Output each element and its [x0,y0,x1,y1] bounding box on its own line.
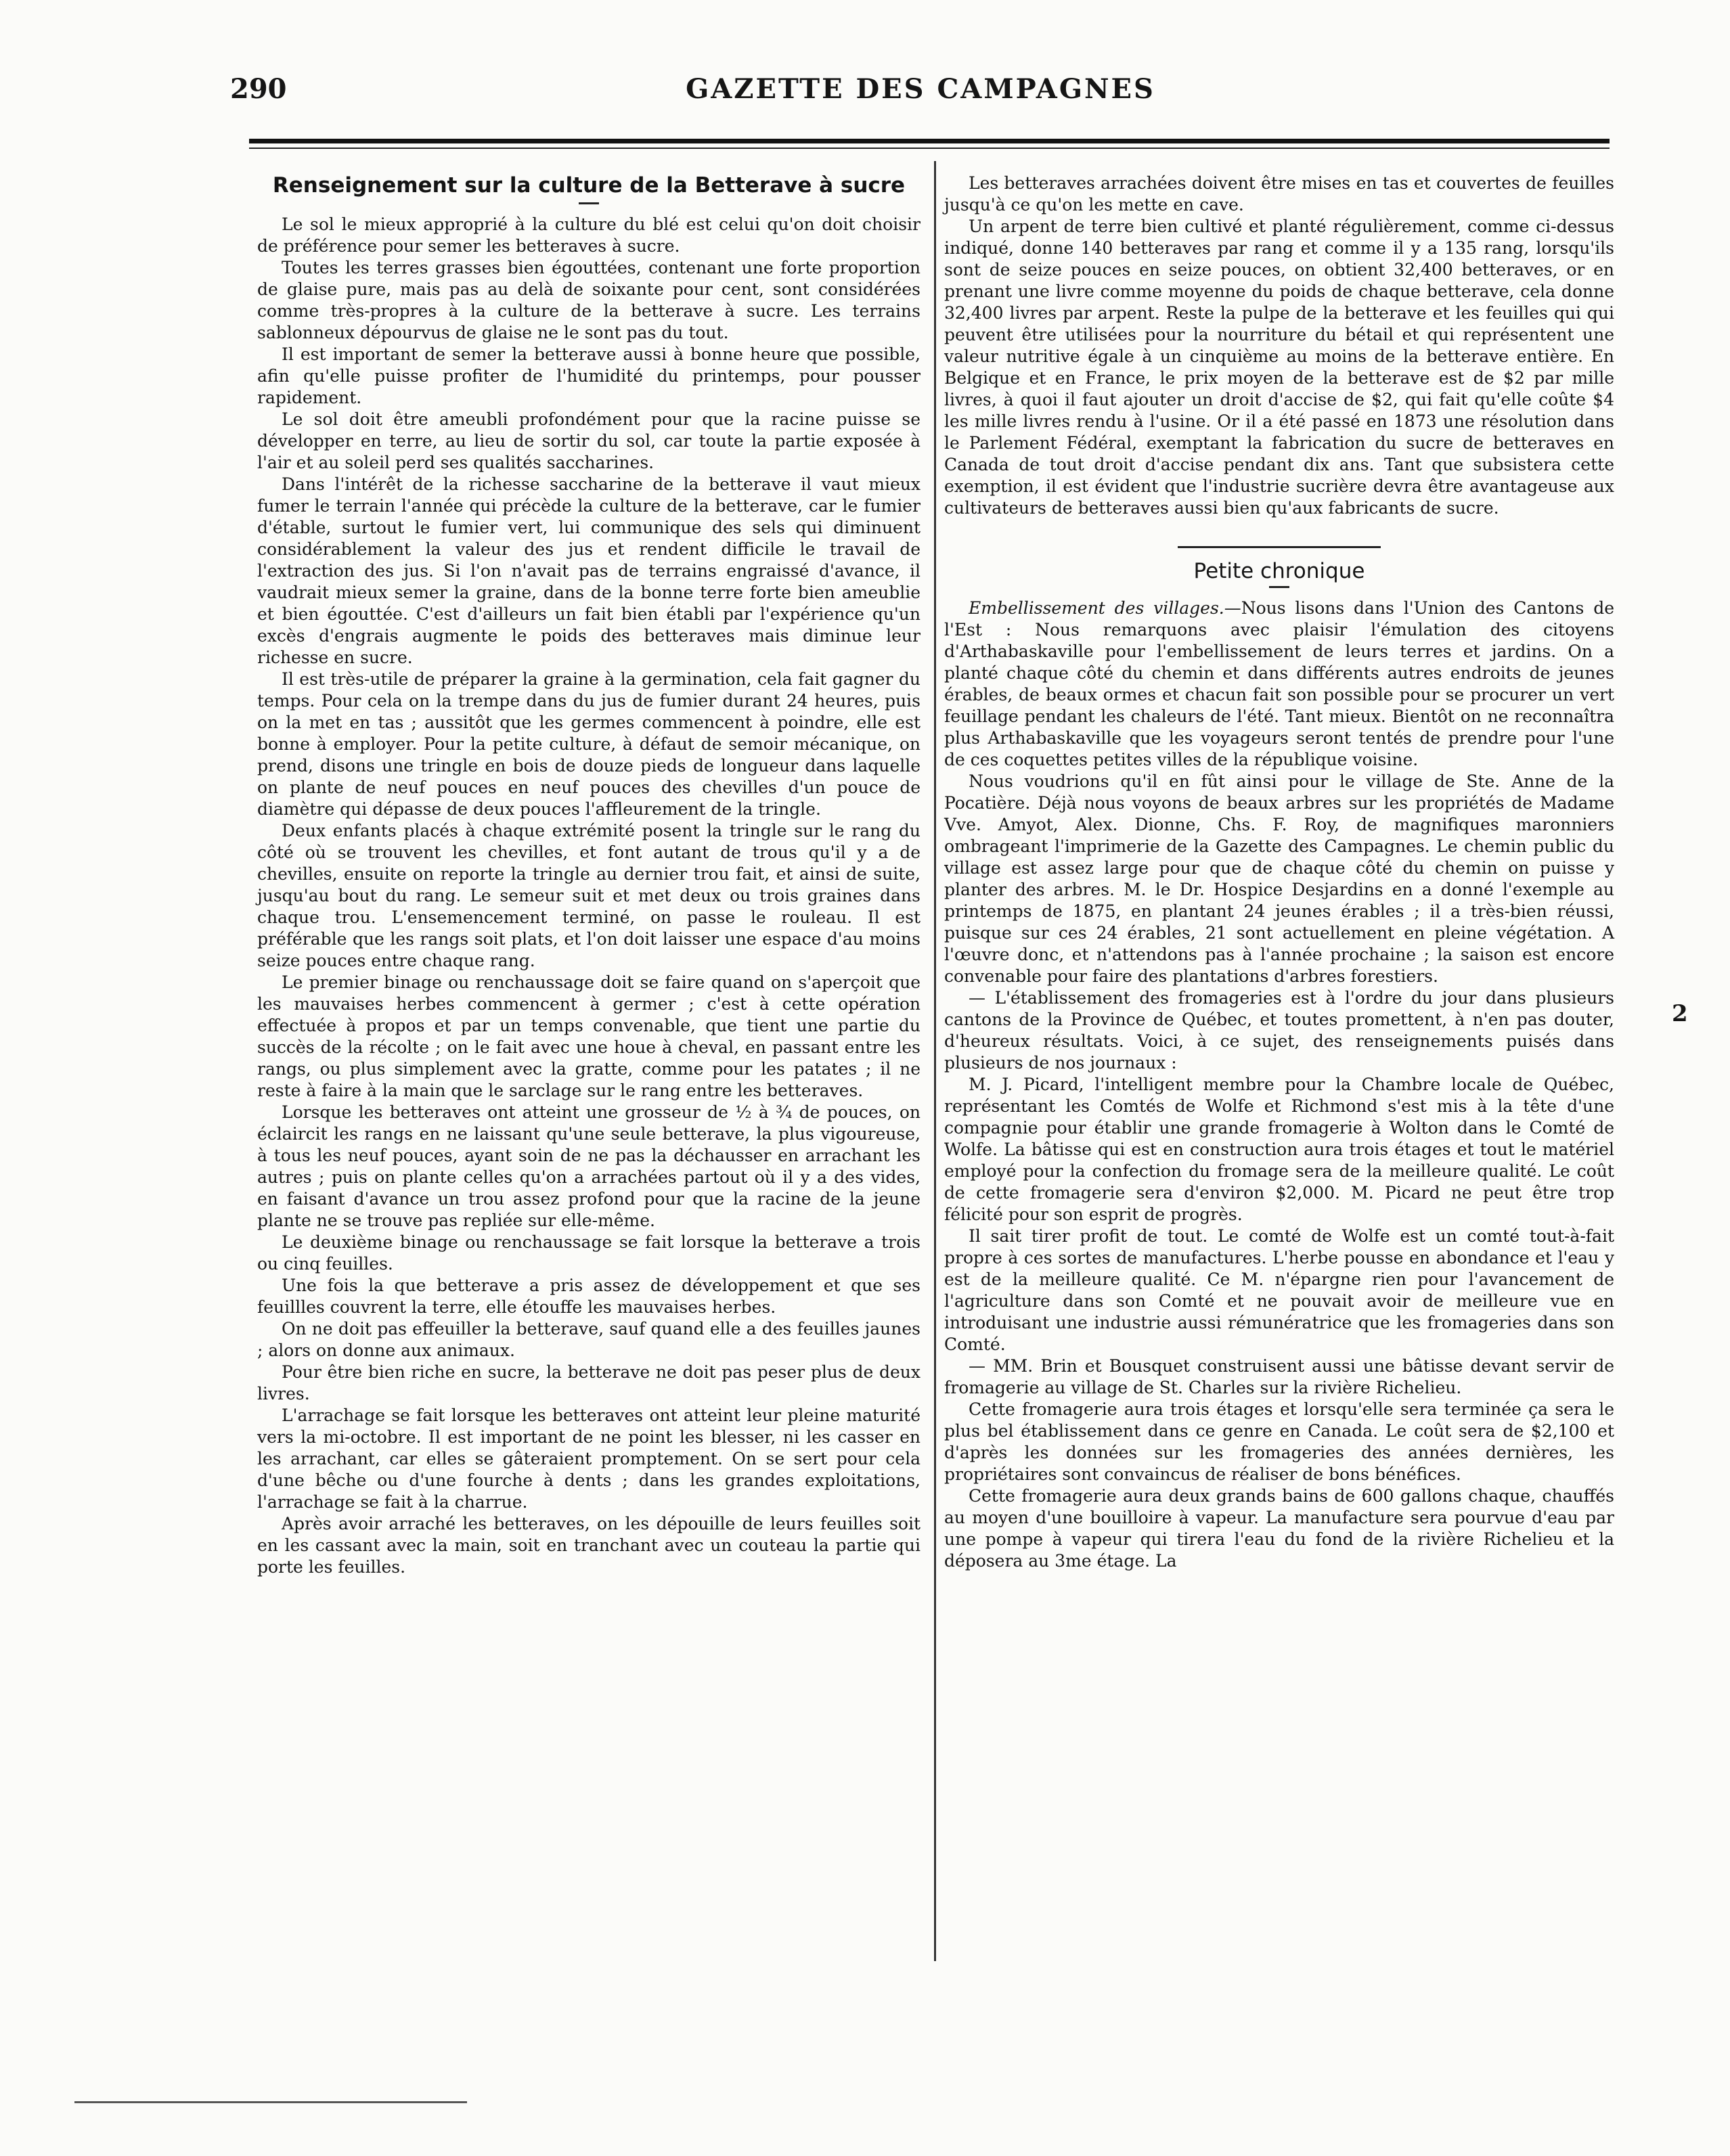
chronique-text: —Nous lisons dans l'Union des Cantons de l'Est : Nous remarquons avec plaisir l'émulation des citoyens d'Arthabaskaville pour l'embellissement de leurs terres et jardins. On a planté chaque côté du chemin et dans différents autres endroits de jeunes érables, de beaux ormes et chacun fait son possible pour se procurer un vert feuillage pendant les chaleurs de l'été. Tant mieux. Bientôt on ne reconnaîtra plus Arthabaskaville que les voyageurs seront tentés de prendre pour l'une de ces coquettes petites villes de la république voisine. [944,598,1614,769]
left-column [257,173,921,1578]
header-rule-thick [249,139,1610,143]
paragraph: — L'établissement des fromageries est à l'ordre du jour dans plusieurs cantons de la Province de Québec, et toutes promettent, à n'en pas douter, d'heureux résultats. Voici, à ce sujet, des renseignements puisés dans plusieurs de nos journaux : [944,988,1614,1073]
paragraph: Le premier binage ou renchaussage doit se faire quand on s'aperçoit que les mauvaises herbes commencent à germer ; c'est à cette opération effectuée à propos et par un temps convenable, que tient une partie du succès de la récolte ; on le fait avec une houe à cheval, en passant entre les rangs, ou plus simplement avec la gratte, comme pour les patates ; il ne reste à faire à la main que le sarclage sur le rang entre les betteraves. [257,972,921,1100]
paragraph: L'arrachage se fait lorsque les betteraves ont atteint leur pleine maturité vers la mi-octobre. Il est important de ne point les blesser, ni les casser en les arrachant, car elles se gâteraient promptement. On se sert pour cela d'une bêche ou d'une fourche à dents ; dans les grandes exploitations, l'arrachage se fait à la charrue. [257,1406,921,1512]
paragraph: — MM. Brin et Bousquet construisent aussi une bâtisse devant servir de fromagerie au village de St. Charles sur la rivière Richelieu. [944,1356,1614,1397]
section-dash [1269,586,1289,588]
page-header [230,73,1611,114]
paragraph: Il est très-utile de préparer la graine à la germination, cela fait gagner du temps. Pour cela on la trempe dans du jus de fumier durant 24 heures, puis on la met en tas ; aussitôt que les germes commencent à poindre, elle est bonne à employer. Pour la petite culture, à défaut de semoir mécanique, on prend, disons une tringle en bois de douze pieds de longueur dans laquelle on plante de neuf pouces en neuf pouces des chevilles d'un pouce de diamètre qui dépasse de deux pouces l'affleurement de la tringle. [257,669,921,819]
paragraph: Les betteraves arrachées doivent être mises en tas et couvertes de feuilles jusqu'à ce qu'on les mette en cave. [944,173,1614,215]
article-title: Renseignement sur la culture de la Betterave à sucre [272,173,906,198]
paragraph: Le sol doit être ameubli profondément pour que la racine puisse se développer en terre, au lieu de sortir du sol, car toute la partie exposée à l'air et au soleil perd ses qualités saccharines. [257,409,921,472]
paragraph: Le deuxième binage ou renchaussage se fait lorsque la betterave a trois ou cinq feuilles. [257,1232,921,1274]
paragraph: Il sait tirer profit de tout. Le comté de Wolfe est un comté tout-à-fait propre à ces sortes de manufactures. L'herbe pousse en abondance et l'eau y est de la meilleure qualité. Ce M. n'épargne rien pour l'avancement de l'agriculture dans son Comté et ne pouvait avoir de meilleure vue en introduisant une industrie aussi rémunératrice que les fromageries dans son Comté. [944,1226,1614,1354]
section-separator [1178,546,1381,548]
gazette-title: GAZETTE DES CAMPAGNES [686,73,1155,105]
title-dash [579,202,599,204]
page-number: 290 [230,73,287,105]
section-title: Petite chronique [1193,559,1365,583]
paragraph: Pour être bien riche en sucre, la betterave ne doit pas peser plus de deux livres. [257,1362,921,1403]
paragraph: On ne doit pas effeuiller la betterave, sauf quand elle a des feuilles jaunes ; alors on donne aux animaux. [257,1319,921,1360]
paragraph: Cette fromagerie aura trois étages et lorsqu'elle sera terminée ça sera le plus bel établissement dans ce genre en Canada. Le coût sera de $2,100 et d'après les données sur les fromageries des années dernières, les propriétaires sont convaincus de réaliser de bons bénéfices. [944,1399,1614,1484]
paragraph: Toutes les terres grasses bien égouttées, contenant une forte proportion de glaise pure, mais pas au delà de soixante pour cent, sont considérées comme très-propres à la culture de la betterave à sucre. Les terrains sablonneux dépourvus de glaise ne le sont pas du tout. [257,258,921,342]
paragraph: Nous voudrions qu'il en fût ainsi pour le village de Ste. Anne de la Pocatière. Déjà nous voyons de beaux arbres sur les propriétés de Madame Vve. Amyot, Alex. Dionne, Chs. F. Roy, de magnifiques maronniers ombrageant l'imprimerie de la Gazette des Campagnes. Le chemin public du village est assez large pour que de chaque côté du chemin on puisse y planter des arbres. M. le Dr. Hospice Desjardins en a donné l'exemple au printemps de 1875, en plantant 24 jeunes érables ; il a très-bien réussi, puisque sur ces 24 érables, 21 sont actuellement en pleine végétation. A l'œuvre donc, et n'attendons pas à l'année prochaine ; la saison est encore convenable pour faire des plantations d'arbres forestiers. [944,771,1614,986]
margin-mark: 2 [1672,1000,1688,1027]
chronique-lead: Embellissement des villages. [969,598,1224,618]
paragraph: Un arpent de terre bien cultivé et planté régulièrement, comme ci-dessus indiqué, donne 140 betteraves par rang et comme il y a 135 rang, lorsqu'ils sont de seize pouces en seize pouces, on obtient 32,400 betteraves, or en prenant une livre comme moyenne du poids de chaque betterave, cela donne 32,400 livres par arpent. Reste la pulpe de la betterave et les feuilles qui qui peuvent être utilisées pour la nourriture du bétail et qui représentent une valeur nutritive égale à un cinquième au moins de la betterave entière. En Belgique et en France, le prix moyen de la betterave est de $2 par mille livres, à quoi il faut ajouter un droit d'accise de $2, qui fait qu'elle coûte $4 les mille livres rendu à l'usine. Or il a été passé en 1873 une résolution dans le Parlement Fédéral, exemptant la fabrication du sucre de betteraves en Canada de tout droit d'accise pendant dix ans. Tant que subsistera cette exemption, il est évident que l'industrie sucrière devra être avantageuse aux cultivateurs de betteraves aussi bien qu'aux fabricants de sucre. [944,217,1614,518]
paragraph: Il est important de semer la betterave aussi à bonne heure que possible, afin qu'elle puisse profiter de l'humidité du printemps, pour pousser rapidement. [257,344,921,407]
paragraph: Après avoir arraché les betteraves, on les dépouille de leurs feuilles soit en les cassant avec la main, soit en tranchant avec un couteau la partie qui porte les feuilles. [257,1514,921,1577]
paragraph: Le sol le mieux approprié à la culture du blé est celui qu'on doit choisir de préférence pour semer les betteraves à sucre. [257,215,921,256]
chronique-paragraph [944,598,1614,771]
paragraph: Lorsque les betteraves ont atteint une grosseur de ½ à ¾ de pouces, on éclaircit les rangs en ne laissant qu'une seule betterave, la plus vigoureuse, à tous les neuf pouces, ayant soin de ne pas la déchausser en arrachant les autres ; puis on plante celles qu'on a arrachées partout où il y a des vides, en faisant d'avance un trou assez profond pour que la racine de la jeune plante ne se trouve pas repliée sur elle-même. [257,1102,921,1230]
paragraph: Cette fromagerie aura deux grands bains de 600 gallons chaque, chauffés au moyen d'une bouilloire à vapeur. La manufacture sera pourvue d'eau par une pompe à vapeur qui tirera l'eau du fond de la rivière Richelieu et la déposera au 3me étage. La [944,1486,1614,1571]
footer-line [74,2101,467,2103]
header-rule-thin [249,148,1610,149]
paragraph: Une fois la que betterave a pris assez de développement et que ses feuillles couvrent la terre, elle étouffe les mauvaises herbes. [257,1276,921,1317]
paragraph: Dans l'intérêt de la richesse saccharine de la betterave il vaut mieux fumer le terrain l'année qui précède la culture de la betterave, car le fumier d'étable, surtout le fumier vert, lui communique des sels qui diminuent considérablement la valeur des jus et rendent difficile le travail de l'extraction des jus. Si l'on n'avait pas de terrains engraissé d'avance, il vaudrait mieux semer la graine, dans de la bonne terre forte bien ameublie et bien égouttée. C'est d'ailleurs un fait bien établi par l'expérience qu'un excès d'engrais augmente le poids des betteraves mais diminue leur richesse en sucre. [257,474,921,667]
paragraph: M. J. Picard, l'intelligent membre pour la Chambre locale de Québec, représentant les Comtés de Wolfe et Richmond s'est mis à la tête d'une compagnie pour établir une grande fromagerie à Wolton dans le Comté de Wolfe. La bâtisse qui est en construction aura trois étages et tout le matériel employé pour la confection du fromage sera de la meilleure qualité. Le coût de cette fromagerie sera d'environ $2,000. M. Picard ne peut être trop félicité pour son esprit de progrès. [944,1075,1614,1224]
column-divider [934,161,936,1961]
right-column [944,173,1614,1572]
paragraph: Deux enfants placés à chaque extrémité posent la tringle sur le rang du côté où se trouvent les chevilles, et font autant de trous qu'il y a de chevilles, ensuite on reporte la tringle au dernier trou fait, et ainsi de suite, jusqu'au bout du rang. Le semeur suit et met deux ou trois graines dans chaque trou. L'ensemencement terminé, on passe le rouleau. Il est préférable que les rangs soit plats, et l'on doit laisser une espace d'au moins seize pouces entre chaque rang. [257,821,921,970]
